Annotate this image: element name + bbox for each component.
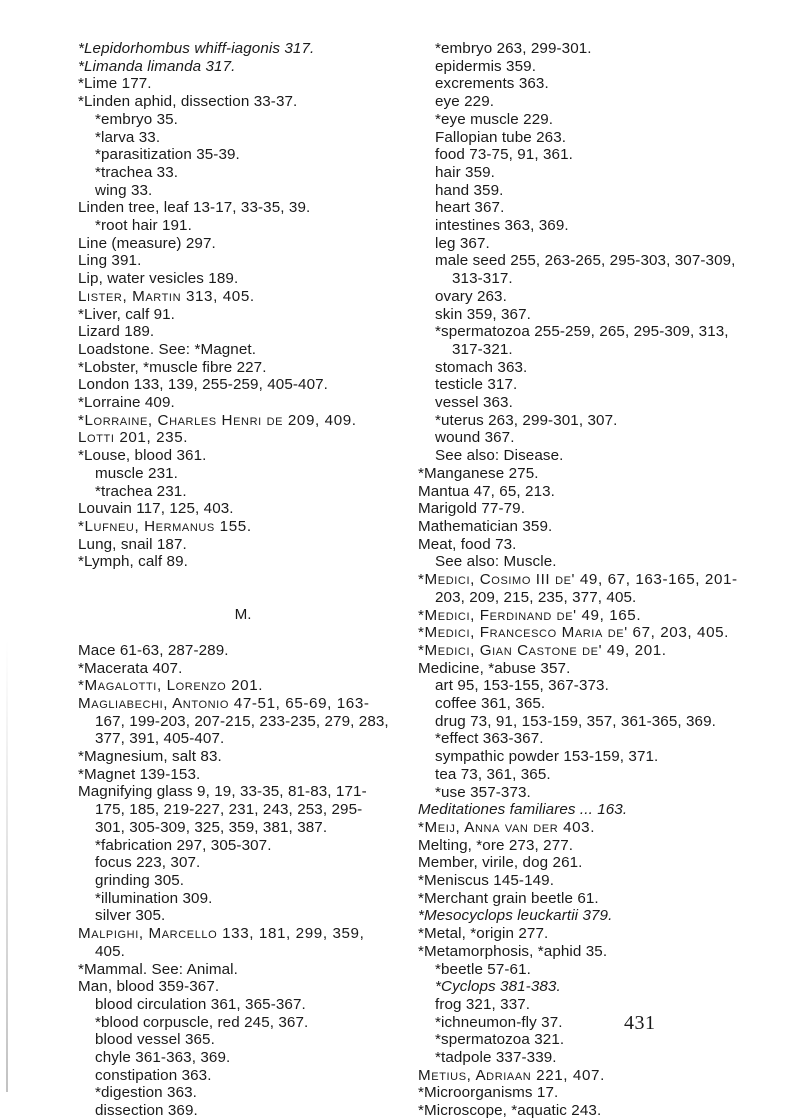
index-entry: Malpighi, Marcello 133, 181, 299, 359, bbox=[78, 925, 365, 943]
left-index-column bbox=[78, 40, 408, 1120]
index-entry: *Lymph, calf 89. bbox=[78, 553, 188, 571]
index-subentry: *uterus 263, 299-301, 307. bbox=[435, 411, 618, 429]
index-subentry: blood vessel 365. bbox=[95, 1031, 215, 1049]
index-subentry: *spermatozoa 255-259, 265, 295-309, 313, bbox=[435, 323, 729, 341]
index-entry: *Merchant grain beetle 61. bbox=[418, 889, 599, 907]
index-subentry: sympathic powder 153-159, 371. bbox=[435, 748, 659, 766]
index-entry: Medicine, *abuse 357. bbox=[418, 659, 571, 677]
index-entry: *Medici, Gian Castone de' 49, 201. bbox=[418, 641, 667, 659]
index-entry: Linden tree, leaf 13-17, 33-35, 39. bbox=[78, 199, 311, 217]
index-subentry: 167, 199-203, 207-215, 233-235, 279, 283, bbox=[95, 712, 389, 730]
index-entry: Lister, Martin 313, 405. bbox=[78, 287, 255, 305]
page-edge-shadow bbox=[6, 640, 8, 1092]
index-entry: *Magalotti, Lorenzo 201. bbox=[78, 677, 264, 695]
index-subentry: dissection 369. bbox=[95, 1102, 198, 1120]
index-entry: *Louse, blood 361. bbox=[78, 447, 207, 465]
index-subentry: *use 357-373. bbox=[435, 783, 531, 801]
index-entry: *Limanda limanda 317. bbox=[78, 57, 236, 75]
spacer bbox=[78, 571, 408, 589]
index-entry: Member, virile, dog 261. bbox=[418, 854, 583, 872]
index-entry: *Lorraine, Charles Henri de 209, 409. bbox=[78, 411, 357, 429]
index-subentry: *effect 363-367. bbox=[435, 730, 544, 748]
index-subentry: 203, 209, 215, 235, 377, 405. bbox=[435, 588, 637, 606]
index-entry: *Linden aphid, dissection 33-37. bbox=[78, 93, 298, 111]
index-entry: Lotti 201, 235. bbox=[78, 429, 189, 447]
index-entry: *Magnesium, salt 83. bbox=[78, 748, 222, 766]
index-subentry: 405. bbox=[95, 942, 125, 960]
section-heading: M. bbox=[234, 606, 252, 624]
index-subentry: wound 367. bbox=[435, 429, 515, 447]
spacer bbox=[78, 624, 408, 642]
index-subentry: *trachea 33. bbox=[95, 163, 179, 181]
index-entry: *Meniscus 145-149. bbox=[418, 872, 555, 890]
index-subentry: vessel 363. bbox=[435, 394, 513, 412]
index-entry: *Lepidorhombus whiff-iagonis 317. bbox=[78, 40, 315, 57]
index-subentry: muscle 231. bbox=[95, 464, 178, 482]
index-subentry: stomach 363. bbox=[435, 358, 528, 376]
index-entry: *Lufneu, Hermanus 155. bbox=[78, 517, 252, 535]
index-entry: Mathematician 359. bbox=[418, 517, 553, 535]
index-subentry: coffee 361, 365. bbox=[435, 695, 546, 713]
index-subentry: *tadpole 337-339. bbox=[435, 1049, 557, 1067]
index-entry: *Magnet 139-153. bbox=[78, 765, 201, 783]
index-subentry: silver 305. bbox=[95, 907, 166, 925]
index-entry: *Lorraine 409. bbox=[78, 394, 175, 412]
index-entry: *Medici, Cosimo III de' 49, 67, 163-165, 201- bbox=[418, 571, 738, 589]
index-subentry: ovary 263. bbox=[435, 287, 507, 305]
index-entry: *Macerata 407. bbox=[78, 659, 183, 677]
index-subentry: testicle 317. bbox=[435, 376, 518, 394]
index-subentry: 301, 305-309, 325, 359, 381, 387. bbox=[95, 818, 328, 836]
index-entry: Magnifying glass 9, 19, 33-35, 81-83, 171- bbox=[78, 783, 367, 801]
index-entry: London 133, 139, 255-259, 405-407. bbox=[78, 376, 328, 394]
index-entry: Magliabechi, Antonio 47-51, 65-69, 163- bbox=[78, 694, 370, 712]
index-subentry: *ichneumon-fly 37. bbox=[435, 1013, 563, 1031]
index-subentry: See also: Muscle. bbox=[435, 553, 557, 571]
index-subentry: *trachea 231. bbox=[95, 482, 187, 500]
index-subentry: 313-317. bbox=[452, 270, 513, 288]
index-entry: Metius, Adriaan 221, 407. bbox=[418, 1066, 605, 1084]
index-entry: Meditationes familiares ... 163. bbox=[418, 801, 628, 819]
index-entry: *Manganese 275. bbox=[418, 464, 539, 482]
index-entry: Line (measure) 297. bbox=[78, 234, 216, 252]
index-entry: Lizard 189. bbox=[78, 323, 155, 341]
index-entry: *Mammal. See: Animal. bbox=[78, 960, 238, 978]
index-entry: Melting, *ore 273, 277. bbox=[418, 836, 574, 854]
index-subentry: chyle 361-363, 369. bbox=[95, 1049, 231, 1067]
index-subentry: 175, 185, 219-227, 231, 243, 253, 295- bbox=[95, 801, 363, 819]
index-subentry: constipation 363. bbox=[95, 1066, 212, 1084]
index-subentry: hair 359. bbox=[435, 163, 496, 181]
index-subentry: 317-321. bbox=[452, 340, 513, 358]
page-number: 431 bbox=[624, 1012, 656, 1034]
index-entry: Lung, snail 187. bbox=[78, 535, 187, 553]
index-subentry: excrements 363. bbox=[435, 75, 549, 93]
index-entry: *Mesocyclops leuckartii 379. bbox=[418, 907, 613, 925]
index-entry: Mantua 47, 65, 213. bbox=[418, 482, 556, 500]
index-subentry: *fabrication 297, 305-307. bbox=[95, 836, 272, 854]
index-entry: Mace 61-63, 287-289. bbox=[78, 641, 229, 659]
index-entry: *Metal, *origin 277. bbox=[418, 925, 549, 943]
index-entry: *Lobster, *muscle fibre 227. bbox=[78, 358, 267, 376]
index-subentry: *embryo 263, 299-301. bbox=[435, 40, 592, 57]
index-subentry: *digestion 363. bbox=[95, 1084, 197, 1102]
index-entry: *Meij, Anna van der 403. bbox=[418, 818, 596, 836]
spacer bbox=[78, 589, 408, 607]
index-subentry: *larva 33. bbox=[95, 128, 161, 146]
index-subentry: leg 367. bbox=[435, 234, 490, 252]
index-entry: *Microorganisms 17. bbox=[418, 1084, 559, 1102]
index-entry: Loadstone. See: *Magnet. bbox=[78, 340, 257, 358]
index-subentry: *Cyclops 381-383. bbox=[435, 978, 561, 996]
index-subentry: skin 359, 367. bbox=[435, 305, 531, 323]
index-entry: Marigold 77-79. bbox=[418, 500, 526, 518]
index-entry: Lip, water vesicles 189. bbox=[78, 270, 239, 288]
index-subentry: *parasitization 35-39. bbox=[95, 146, 240, 164]
index-subentry: *embryo 35. bbox=[95, 110, 178, 128]
index-subentry: grinding 305. bbox=[95, 871, 185, 889]
index-subentry: Fallopian tube 263. bbox=[435, 128, 567, 146]
index-subentry: tea 73, 361, 365. bbox=[435, 765, 551, 783]
index-entry: *Medici, Francesco Maria de' 67, 203, 405. bbox=[418, 624, 729, 642]
index-entry: *Medici, Ferdinand de' 49, 165. bbox=[418, 606, 642, 624]
index-entry: *Liver, calf 91. bbox=[78, 305, 175, 323]
index-entry: Ling 391. bbox=[78, 252, 142, 270]
index-subentry: *root hair 191. bbox=[95, 217, 192, 235]
index-subentry: *beetle 57-61. bbox=[435, 960, 531, 978]
right-index-column bbox=[418, 40, 790, 1120]
index-subentry: wing 33. bbox=[95, 181, 153, 199]
index-subentry: *spermatozoa 321. bbox=[435, 1031, 565, 1049]
index-subentry: *eye muscle 229. bbox=[435, 110, 554, 128]
index-subentry: male seed 255, 263-265, 295-303, 307-309, bbox=[435, 252, 736, 270]
index-subentry: frog 321, 337. bbox=[435, 995, 531, 1013]
index-subentry: food 73-75, 91, 361. bbox=[435, 146, 573, 164]
index-entry: *Lime 177. bbox=[78, 75, 152, 93]
index-subentry: *illumination 309. bbox=[95, 889, 213, 907]
index-subentry: 377, 391, 405-407. bbox=[95, 730, 225, 748]
index-subentry: focus 223, 307. bbox=[95, 854, 201, 872]
index-subentry: blood circulation 361, 365-367. bbox=[95, 995, 306, 1013]
index-entry: Meat, food 73. bbox=[418, 535, 517, 553]
index-subentry: *blood corpuscle, red 245, 367. bbox=[95, 1013, 309, 1031]
index-subentry: eye 229. bbox=[435, 93, 495, 111]
index-subentry: heart 367. bbox=[435, 199, 505, 217]
index-entry: *Metamorphosis, *aphid 35. bbox=[418, 942, 608, 960]
index-subentry: drug 73, 91, 153-159, 357, 361-365, 369. bbox=[435, 712, 716, 730]
index-subentry: See also: Disease. bbox=[435, 447, 564, 465]
index-entry: Man, blood 359-367. bbox=[78, 978, 220, 996]
index-entry: *Microscope, *aquatic 243. bbox=[418, 1102, 602, 1120]
index-subentry: intestines 363, 369. bbox=[435, 217, 569, 235]
index-entry: Louvain 117, 125, 403. bbox=[78, 500, 234, 518]
index-subentry: epidermis 359. bbox=[435, 57, 537, 75]
index-subentry: art 95, 153-155, 367-373. bbox=[435, 677, 609, 695]
index-subentry: hand 359. bbox=[435, 181, 504, 199]
